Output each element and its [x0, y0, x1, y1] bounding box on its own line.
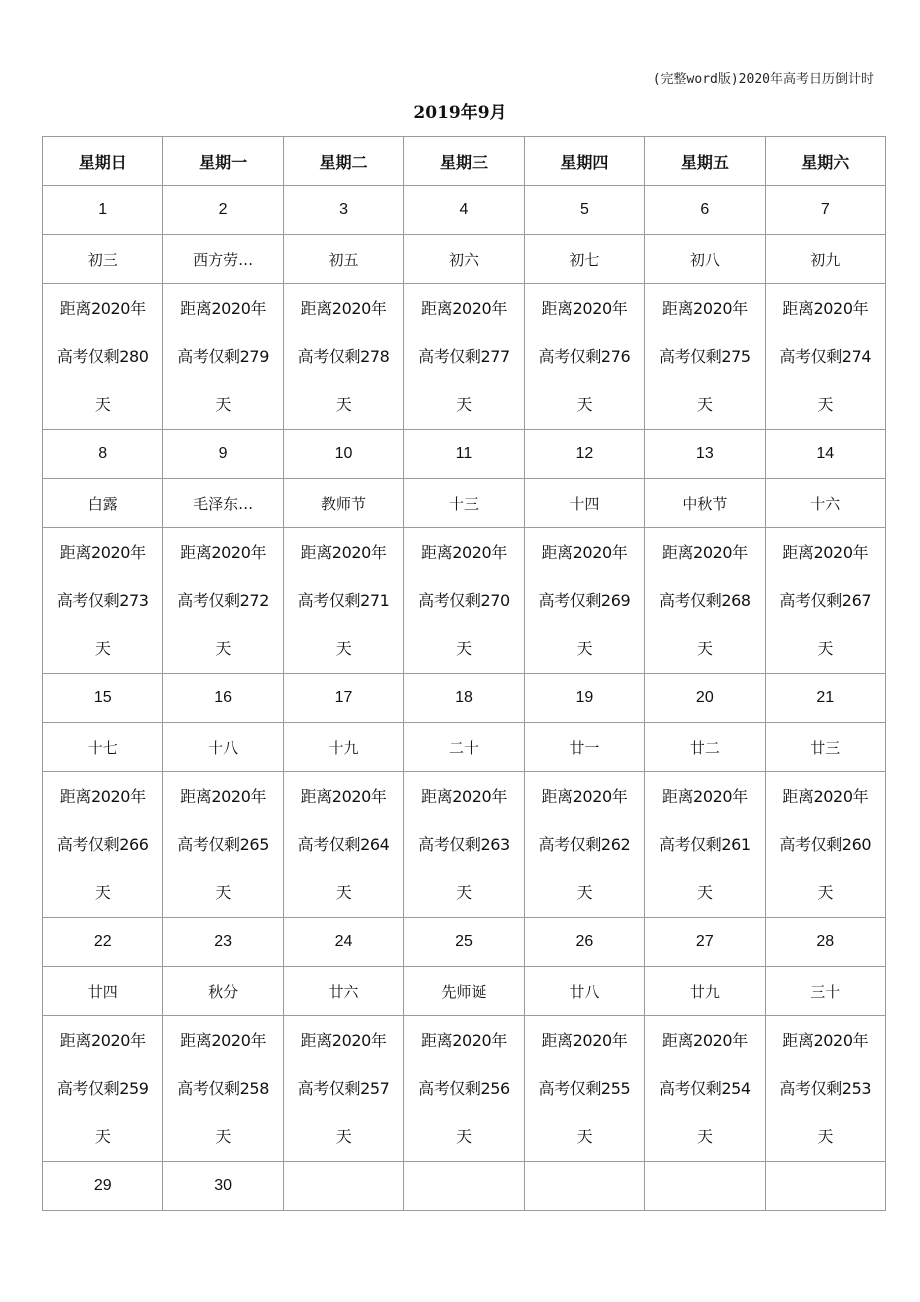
- countdown-prefix: 高考仅剩: [297, 1078, 361, 1098]
- countdown-prefix: 高考仅剩: [297, 346, 361, 366]
- days-remaining: 276: [600, 346, 631, 366]
- lunar-date: 中秋节: [645, 479, 765, 528]
- countdown-cell: [524, 772, 644, 918]
- lunar-row: [43, 235, 886, 284]
- days-remaining: 278: [360, 346, 390, 366]
- countdown-line-1: 距离2020年: [421, 542, 507, 562]
- countdown-line-2: [645, 821, 764, 869]
- weekday-header-row: [43, 137, 886, 186]
- countdown-line-2: [404, 821, 523, 869]
- day-number: 7: [765, 186, 885, 235]
- countdown-cell: [645, 772, 765, 918]
- countdown-cell: [524, 284, 644, 430]
- lunar-date: 秋分: [163, 967, 283, 1016]
- day-number: [765, 1162, 885, 1211]
- calendar-body: [43, 186, 886, 1211]
- countdown-line-1: 距离2020年: [782, 1030, 869, 1050]
- countdown-line-3: 天: [215, 394, 231, 414]
- weekday-header: 星期四: [524, 137, 644, 186]
- countdown-line-2: [163, 821, 282, 869]
- countdown-line-3: 天: [335, 638, 352, 658]
- countdown-line-1: 距离2020年: [541, 298, 628, 318]
- countdown-prefix: 高考仅剩: [538, 834, 601, 854]
- countdown-line-2: [43, 333, 162, 381]
- countdown-line-2: [404, 577, 523, 625]
- countdown-line-3: 天: [697, 1126, 713, 1146]
- countdown-line-2: [284, 1065, 403, 1113]
- countdown-prefix: 高考仅剩: [56, 590, 120, 610]
- day-number-row: [43, 674, 886, 723]
- countdown-cell: [404, 1016, 524, 1162]
- countdown-cell: [645, 284, 765, 430]
- days-remaining: 262: [600, 834, 631, 854]
- countdown-prefix: 高考仅剩: [779, 834, 842, 854]
- days-remaining: 275: [721, 346, 751, 366]
- days-remaining: 256: [480, 1078, 510, 1098]
- countdown-line-3: 天: [697, 394, 713, 414]
- lunar-date: 初五: [283, 235, 403, 284]
- lunar-date: 初八: [645, 235, 765, 284]
- day-number: 21: [765, 674, 885, 723]
- lunar-row: [43, 479, 886, 528]
- weekday-header: 星期三: [404, 137, 524, 186]
- day-number: 17: [283, 674, 403, 723]
- countdown-cell: [404, 284, 524, 430]
- countdown-line-2: [43, 577, 162, 625]
- countdown-cell: [283, 528, 403, 674]
- countdown-line-3: 天: [817, 394, 834, 414]
- lunar-date: 廿二: [645, 723, 765, 772]
- lunar-date: 廿八: [524, 967, 644, 1016]
- day-number-row: [43, 918, 886, 967]
- lunar-date: 十六: [765, 479, 885, 528]
- countdown-cell: [163, 284, 283, 430]
- countdown-line-1: 距离2020年: [661, 786, 748, 806]
- countdown-line-3: 天: [576, 638, 593, 658]
- lunar-row: [43, 723, 886, 772]
- countdown-line-1: 距离2020年: [300, 298, 387, 318]
- countdown-line-2: [645, 1065, 764, 1113]
- countdown-cell: [765, 528, 885, 674]
- lunar-date: 先师诞: [404, 967, 524, 1016]
- days-remaining: 259: [119, 1078, 149, 1098]
- day-number: 22: [43, 918, 163, 967]
- day-number: 28: [765, 918, 885, 967]
- days-remaining: 267: [841, 590, 872, 610]
- countdown-line-3: 天: [335, 882, 352, 902]
- countdown-line-1: 距离2020年: [59, 542, 146, 562]
- countdown-prefix: 高考仅剩: [56, 1078, 120, 1098]
- weekday-header: 星期日: [43, 137, 163, 186]
- countdown-line-3: 天: [215, 638, 231, 658]
- countdown-prefix: 高考仅剩: [538, 346, 601, 366]
- days-remaining: 269: [600, 590, 631, 610]
- countdown-line-2: [284, 577, 403, 625]
- countdown-row: [43, 772, 886, 918]
- days-remaining: 265: [239, 834, 269, 854]
- countdown-prefix: 高考仅剩: [658, 346, 722, 366]
- countdown-cell: [43, 1016, 163, 1162]
- countdown-line-1: 距离2020年: [782, 542, 869, 562]
- countdown-line-1: 距离2020年: [180, 1030, 267, 1050]
- countdown-line-2: [404, 333, 523, 381]
- countdown-cell: [43, 284, 163, 430]
- day-number: 4: [404, 186, 524, 235]
- countdown-prefix: 高考仅剩: [177, 590, 240, 610]
- countdown-cell: [43, 772, 163, 918]
- countdown-line-3: 天: [697, 638, 713, 658]
- countdown-line-1: 距离2020年: [59, 786, 146, 806]
- countdown-line-1: 距离2020年: [782, 298, 869, 318]
- day-number: 15: [43, 674, 163, 723]
- countdown-line-3: 天: [576, 394, 593, 414]
- lunar-date: 初九: [765, 235, 885, 284]
- lunar-date: 西方劳…: [163, 235, 283, 284]
- countdown-line-2: [163, 1065, 282, 1113]
- countdown-row: [43, 528, 886, 674]
- day-number-row: [43, 430, 886, 479]
- countdown-line-2: [525, 1065, 644, 1113]
- countdown-line-3: 天: [335, 1126, 352, 1146]
- countdown-line-3: 天: [697, 882, 713, 902]
- lunar-date: 三十: [765, 967, 885, 1016]
- countdown-line-3: 天: [456, 638, 472, 658]
- countdown-line-1: 距离2020年: [661, 542, 748, 562]
- countdown-line-3: 天: [456, 394, 472, 414]
- countdown-prefix: 高考仅剩: [538, 1078, 601, 1098]
- countdown-row: [43, 284, 886, 430]
- countdown-line-3: 天: [335, 394, 352, 414]
- countdown-cell: [765, 284, 885, 430]
- countdown-line-3: 天: [576, 1126, 593, 1146]
- countdown-prefix: 高考仅剩: [297, 834, 361, 854]
- countdown-prefix: 高考仅剩: [418, 834, 481, 854]
- countdown-cell: [283, 284, 403, 430]
- day-number: 6: [645, 186, 765, 235]
- days-remaining: 277: [480, 346, 510, 366]
- countdown-prefix: 高考仅剩: [779, 346, 842, 366]
- day-number: 29: [43, 1162, 163, 1211]
- day-number: 10: [283, 430, 403, 479]
- day-number: 27: [645, 918, 765, 967]
- weekday-header: 星期二: [283, 137, 403, 186]
- day-number: 23: [163, 918, 283, 967]
- days-remaining: 254: [721, 1078, 751, 1098]
- countdown-line-1: 距离2020年: [421, 1030, 507, 1050]
- days-remaining: 257: [360, 1078, 390, 1098]
- countdown-line-2: [163, 333, 282, 381]
- countdown-line-2: [525, 577, 644, 625]
- countdown-prefix: 高考仅剩: [658, 834, 722, 854]
- countdown-line-2: [766, 1065, 885, 1113]
- countdown-line-3: 天: [94, 1126, 111, 1146]
- days-remaining: 266: [119, 834, 149, 854]
- lunar-row: [43, 967, 886, 1016]
- countdown-cell: [163, 772, 283, 918]
- countdown-row: [43, 1016, 886, 1162]
- day-number: 25: [404, 918, 524, 967]
- days-remaining: 279: [239, 346, 269, 366]
- countdown-prefix: 高考仅剩: [538, 590, 601, 610]
- countdown-line-2: [284, 333, 403, 381]
- countdown-line-3: 天: [576, 882, 593, 902]
- countdown-prefix: 高考仅剩: [177, 834, 240, 854]
- countdown-line-2: [766, 333, 885, 381]
- day-number: 16: [163, 674, 283, 723]
- day-number: [404, 1162, 524, 1211]
- days-remaining: 273: [119, 590, 149, 610]
- day-number: 30: [163, 1162, 283, 1211]
- calendar-table: [42, 136, 886, 1211]
- countdown-cell: [163, 528, 283, 674]
- countdown-line-1: 距离2020年: [541, 542, 628, 562]
- calendar-title: 2019年9月: [413, 103, 507, 123]
- countdown-line-1: 距离2020年: [180, 298, 267, 318]
- countdown-line-3: 天: [94, 394, 111, 414]
- days-remaining: 260: [841, 834, 872, 854]
- countdown-line-2: [766, 577, 885, 625]
- countdown-line-1: 距离2020年: [421, 298, 507, 318]
- day-number: 12: [524, 430, 644, 479]
- countdown-prefix: 高考仅剩: [658, 590, 722, 610]
- lunar-date: 初六: [404, 235, 524, 284]
- days-remaining: 264: [360, 834, 390, 854]
- lunar-date: 廿三: [765, 723, 885, 772]
- day-number: 11: [404, 430, 524, 479]
- day-number: 20: [645, 674, 765, 723]
- countdown-cell: [645, 1016, 765, 1162]
- countdown-line-3: 天: [94, 638, 111, 658]
- countdown-prefix: 高考仅剩: [297, 590, 361, 610]
- countdown-cell: [43, 528, 163, 674]
- lunar-date: 二十: [404, 723, 524, 772]
- days-remaining: 268: [721, 590, 751, 610]
- countdown-line-3: 天: [456, 1126, 472, 1146]
- days-remaining: 255: [600, 1078, 631, 1098]
- countdown-line-3: 天: [817, 1126, 834, 1146]
- weekday-header: 星期五: [645, 137, 765, 186]
- countdown-line-2: [43, 821, 162, 869]
- countdown-cell: [283, 772, 403, 918]
- countdown-cell: [524, 1016, 644, 1162]
- day-number: 14: [765, 430, 885, 479]
- lunar-date: 白露: [43, 479, 163, 528]
- countdown-line-2: [766, 821, 885, 869]
- countdown-cell: [404, 772, 524, 918]
- day-number-row: [43, 1162, 886, 1211]
- countdown-line-1: 距离2020年: [661, 298, 748, 318]
- countdown-line-1: 距离2020年: [300, 1030, 387, 1050]
- lunar-date: 十七: [43, 723, 163, 772]
- countdown-line-3: 天: [817, 638, 834, 658]
- lunar-date: 初七: [524, 235, 644, 284]
- countdown-line-1: 距离2020年: [300, 542, 387, 562]
- days-remaining: 263: [480, 834, 510, 854]
- days-remaining: 271: [360, 590, 390, 610]
- day-number: 1: [43, 186, 163, 235]
- countdown-line-2: [163, 577, 282, 625]
- day-number-row: [43, 186, 886, 235]
- countdown-prefix: 高考仅剩: [779, 590, 842, 610]
- countdown-prefix: 高考仅剩: [418, 1078, 481, 1098]
- countdown-line-1: 距离2020年: [59, 1030, 146, 1050]
- countdown-line-2: [525, 821, 644, 869]
- countdown-line-1: 距离2020年: [421, 786, 507, 806]
- countdown-cell: [765, 772, 885, 918]
- weekday-header: 星期六: [765, 137, 885, 186]
- days-remaining: 274: [841, 346, 872, 366]
- countdown-prefix: 高考仅剩: [56, 834, 120, 854]
- day-number: 18: [404, 674, 524, 723]
- countdown-line-2: [284, 821, 403, 869]
- countdown-prefix: 高考仅剩: [177, 346, 240, 366]
- countdown-line-1: 距离2020年: [541, 1030, 628, 1050]
- countdown-prefix: 高考仅剩: [177, 1078, 240, 1098]
- days-remaining: 261: [721, 834, 751, 854]
- countdown-line-2: [645, 577, 764, 625]
- lunar-date: 十九: [283, 723, 403, 772]
- lunar-date: 廿九: [645, 967, 765, 1016]
- countdown-line-1: 距离2020年: [300, 786, 387, 806]
- countdown-prefix: 高考仅剩: [418, 346, 481, 366]
- lunar-date: 十四: [524, 479, 644, 528]
- countdown-line-2: [645, 333, 764, 381]
- countdown-line-3: 天: [94, 882, 111, 902]
- lunar-date: 教师节: [283, 479, 403, 528]
- days-remaining: 258: [239, 1078, 269, 1098]
- days-remaining: 253: [841, 1078, 872, 1098]
- lunar-date: 廿四: [43, 967, 163, 1016]
- countdown-line-1: 距离2020年: [541, 786, 628, 806]
- countdown-line-3: 天: [817, 882, 834, 902]
- countdown-line-1: 距离2020年: [782, 786, 869, 806]
- countdown-line-2: [525, 333, 644, 381]
- day-number: 13: [645, 430, 765, 479]
- countdown-cell: [765, 1016, 885, 1162]
- day-number: [645, 1162, 765, 1211]
- day-number: 5: [524, 186, 644, 235]
- lunar-date: 廿一: [524, 723, 644, 772]
- countdown-cell: [404, 528, 524, 674]
- countdown-prefix: 高考仅剩: [418, 590, 481, 610]
- lunar-date: 毛泽东…: [163, 479, 283, 528]
- countdown-line-3: 天: [215, 882, 231, 902]
- day-number: 19: [524, 674, 644, 723]
- countdown-cell: [645, 528, 765, 674]
- day-number: 2: [163, 186, 283, 235]
- lunar-date: 廿六: [283, 967, 403, 1016]
- countdown-cell: [163, 1016, 283, 1162]
- countdown-line-1: 距离2020年: [59, 298, 146, 318]
- day-number: 8: [43, 430, 163, 479]
- days-remaining: 272: [239, 590, 269, 610]
- countdown-cell: [283, 1016, 403, 1162]
- document-header: (完整word版)2020年高考日历倒计时: [652, 72, 874, 87]
- countdown-line-1: 距离2020年: [180, 542, 267, 562]
- countdown-line-3: 天: [456, 882, 472, 902]
- days-remaining: 270: [480, 590, 510, 610]
- lunar-date: 初三: [43, 235, 163, 284]
- lunar-date: 十八: [163, 723, 283, 772]
- countdown-cell: [524, 528, 644, 674]
- countdown-line-1: 距离2020年: [661, 1030, 748, 1050]
- day-number: 3: [283, 186, 403, 235]
- countdown-line-2: [43, 1065, 162, 1113]
- countdown-line-1: 距离2020年: [180, 786, 267, 806]
- day-number: [283, 1162, 403, 1211]
- lunar-date: 十三: [404, 479, 524, 528]
- days-remaining: 280: [119, 346, 149, 366]
- countdown-prefix: 高考仅剩: [56, 346, 120, 366]
- day-number: 9: [163, 430, 283, 479]
- countdown-line-3: 天: [215, 1126, 231, 1146]
- day-number: 24: [283, 918, 403, 967]
- countdown-line-2: [404, 1065, 523, 1113]
- countdown-prefix: 高考仅剩: [658, 1078, 722, 1098]
- weekday-header: 星期一: [163, 137, 283, 186]
- day-number: 26: [524, 918, 644, 967]
- day-number: [524, 1162, 644, 1211]
- countdown-prefix: 高考仅剩: [779, 1078, 842, 1098]
